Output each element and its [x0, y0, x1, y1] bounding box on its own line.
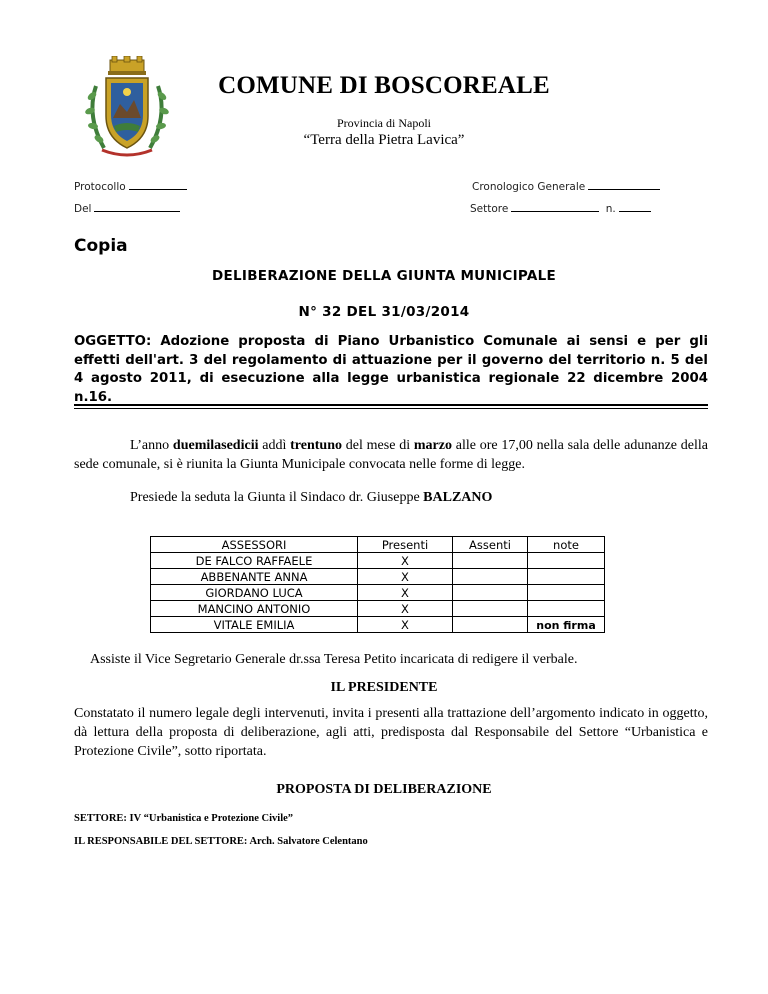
- intro-month: marzo: [413, 438, 452, 453]
- intro-paragraph: [74, 436, 708, 474]
- subject-label: OGGETTO:: [74, 334, 152, 349]
- table-row: [151, 601, 605, 617]
- cronologico-blank: [588, 180, 660, 190]
- settore-field: [470, 202, 651, 215]
- divider-thick: [74, 404, 708, 406]
- sector-line: SETTORE: IV “Urbanistica e Protezione Civile”: [74, 813, 294, 824]
- table-row: [151, 553, 605, 569]
- intro-text-4: alle ore 17,00 nella sala delle adunanze della sede comunale, si è riunita la Giunta Municipale convocata nelle forme di legge.: [74, 438, 708, 472]
- protocollo-blank: [129, 180, 187, 190]
- absent-mark: [453, 585, 528, 601]
- absent-mark: [453, 569, 528, 585]
- divider-thin: [74, 408, 708, 409]
- responsible-line: IL RESPONSABILE DEL SETTORE: Arch. Salvatore Celentano: [74, 836, 368, 847]
- absent-mark: [453, 617, 528, 633]
- note-cell: [528, 569, 605, 585]
- assessor-name: DE FALCO RAFFAELE: [151, 553, 358, 569]
- intro-year: duemilasedicii: [172, 438, 259, 453]
- attendance-header-row: [151, 537, 605, 553]
- present-mark: X: [358, 569, 453, 585]
- presides-text: Presiede la seduta la Giunta il Sindaco dr. Giuseppe: [130, 490, 424, 505]
- attendance-table: [150, 536, 605, 633]
- n-label: n.: [605, 203, 616, 215]
- note-cell: non firma: [528, 617, 605, 633]
- intro-text-2: addì: [258, 438, 291, 453]
- n-blank: [619, 202, 651, 212]
- municipality-title: COMUNE DI BOSCOREALE: [218, 72, 550, 99]
- province-label: Provincia di Napoli: [337, 116, 431, 130]
- absent-mark: [453, 553, 528, 569]
- settore-label: Settore: [470, 203, 509, 215]
- present-mark: X: [358, 617, 453, 633]
- proposal-heading: PROPOSTA DI DELIBERAZIONE: [276, 782, 492, 797]
- del-field: [74, 202, 180, 215]
- assessor-name: MANCINO ANTONIO: [151, 601, 358, 617]
- president-paragraph: Constatato il numero legale degli intervenuti, invita i presenti alla trattazione dell’argomento indicato in oggetto, dà lettura della proposta di deliberazione, agli atti, predisposta dal Responsabile del Settore “Urbanistica e Protezione Civile”, sotto riportata.: [74, 706, 708, 759]
- intro-day: trentuno: [290, 438, 342, 453]
- protocollo-field: [74, 180, 187, 193]
- cronologico-field: [472, 180, 660, 193]
- present-mark: X: [358, 553, 453, 569]
- note-cell: [528, 553, 605, 569]
- header-presenti: Presenti: [358, 537, 453, 553]
- secretary-line: Assiste il Vice Segretario Generale dr.ssa Teresa Petito incaricata di redigere il verbale.: [90, 652, 578, 667]
- table-row: [151, 585, 605, 601]
- table-row: [151, 569, 605, 585]
- note-cell: [528, 585, 605, 601]
- presides-line: [130, 488, 492, 507]
- subject-paragraph: [74, 333, 708, 407]
- present-mark: X: [358, 601, 453, 617]
- del-blank: [94, 202, 180, 212]
- assessor-name: ABBENANTE ANNA: [151, 569, 358, 585]
- subject-text: Adozione proposta di Piano Urbanistico Comunale ai sensi e per gli effetti dell'art. 3 del regolamento di attuazione per il governo del territorio n. 5 del 4 agosto 2011, di esecuzione alla legge urbanistica regionale 22 dicembre 2004 n.16.: [74, 334, 708, 405]
- header-assenti: Assenti: [453, 537, 528, 553]
- table-row: [151, 617, 605, 633]
- present-mark: X: [358, 585, 453, 601]
- settore-blank: [511, 202, 599, 212]
- header-note: note: [528, 537, 605, 553]
- assessor-name: VITALE EMILIA: [151, 617, 358, 633]
- deliberation-heading: DELIBERAZIONE DELLA GIUNTA MUNICIPALE: [211, 268, 557, 284]
- deliberation-number: N° 32 DEL 31/03/2014: [298, 304, 470, 320]
- copy-label: Copia: [74, 236, 128, 256]
- header-assessori: ASSESSORI: [151, 537, 358, 553]
- motto-text: “Terra della Pietra Lavica”: [303, 132, 465, 148]
- mayor-name: BALZANO: [423, 490, 493, 505]
- protocollo-label: Protocollo: [74, 181, 126, 193]
- president-heading: IL PRESIDENTE: [330, 680, 438, 695]
- intro-text-3: del mese di: [342, 438, 414, 453]
- intro-text-1: L’anno: [130, 438, 173, 453]
- assessor-name: GIORDANO LUCA: [151, 585, 358, 601]
- del-label: Del: [74, 203, 92, 215]
- cronologico-label: Cronologico Generale: [472, 181, 586, 193]
- note-cell: [528, 601, 605, 617]
- absent-mark: [453, 601, 528, 617]
